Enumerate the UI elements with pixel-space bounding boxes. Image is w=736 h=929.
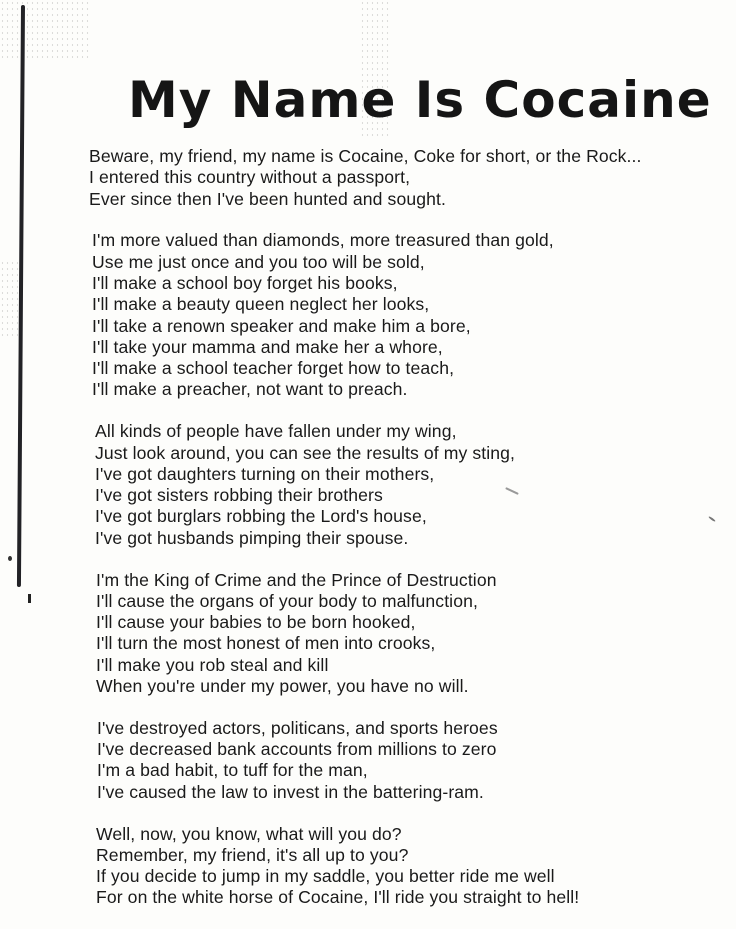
poem-body [89, 146, 736, 929]
page-title: My Name Is Cocaine [128, 70, 712, 129]
stanza-6 [96, 824, 736, 909]
stanza-5 [97, 718, 736, 803]
poem-line: I've got burglars robbing the Lord's house, [95, 506, 427, 527]
poem-line: I'm the King of Crime and the Prince of Destruction [96, 569, 497, 590]
scan-noise-left [0, 260, 18, 340]
poem-line: I entered this country without a passport, [89, 167, 411, 188]
poem-line: When you're under my power, you have no will. [96, 676, 469, 697]
poem-line: I'll make a school teacher forget how to teach, [92, 358, 455, 379]
scan-noise-top-left [0, 0, 90, 60]
poem-line: I'll cause the organs of your body to malfunction, [96, 590, 478, 611]
poem-line: Remember, my friend, it's all up to you? [96, 844, 409, 865]
poem-line: I'll cause your babies to be born hooked, [96, 612, 416, 633]
margin-rule-fragment [28, 594, 31, 603]
poem-line: I'm more valued than diamonds, more treasured than gold, [92, 230, 554, 251]
poem-line: Just look around, you can see the results of my sting, [95, 442, 516, 463]
poem-line: I'll turn the most honest of men into crooks, [96, 633, 436, 654]
poem-line: I'll make a beauty queen neglect her looks, [92, 294, 430, 315]
poem-line: I've got husbands pimping their spouse. [95, 527, 409, 548]
poem-line: For on the white horse of Cocaine, I'll ride you straight to hell! [96, 887, 580, 908]
poem-line: I've decreased bank accounts from millions to zero [97, 739, 497, 760]
poem-line: I'm a bad habit, to tuff for the man, [97, 760, 368, 781]
poem-line: I'll make a school boy forget his books, [92, 272, 398, 293]
poem-line: I'll make you rob steal and kill [96, 654, 329, 675]
poem-line: I've destroyed actors, politicans, and sports heroes [97, 717, 498, 738]
poem-line: I've got sisters robbing their brothers [95, 485, 383, 506]
poem-line: Use me just once and you too will be sold, [92, 251, 425, 272]
stanza-3 [95, 421, 736, 549]
poem-line: Well, now, you know, what will you do? [96, 823, 402, 844]
margin-rule-line [17, 5, 25, 587]
poem-line: I've caused the law to invest in the battering-ram. [97, 781, 484, 802]
poem-line: Ever since then I've been hunted and sought. [89, 188, 446, 209]
stanza-4 [96, 570, 736, 698]
poem-line: I've got daughters turning on their mothers, [95, 463, 435, 484]
stanza-2 [92, 230, 736, 400]
poem-line: Beware, my friend, my name is Cocaine, Coke for short, or the Rock... [89, 146, 642, 166]
stanza-1 [89, 146, 736, 210]
poem-line: I'll make a preacher, not want to preach. [92, 379, 408, 400]
poem-line: I'll take a renown speaker and make him a bore, [92, 315, 471, 336]
poem-line: If you decide to jump in my saddle, you better ride me well [96, 866, 555, 887]
poem-line: All kinds of people have fallen under my wing, [95, 421, 457, 442]
speck [8, 556, 12, 561]
poem-line: I'll take your mamma and make her a whore, [92, 336, 443, 357]
